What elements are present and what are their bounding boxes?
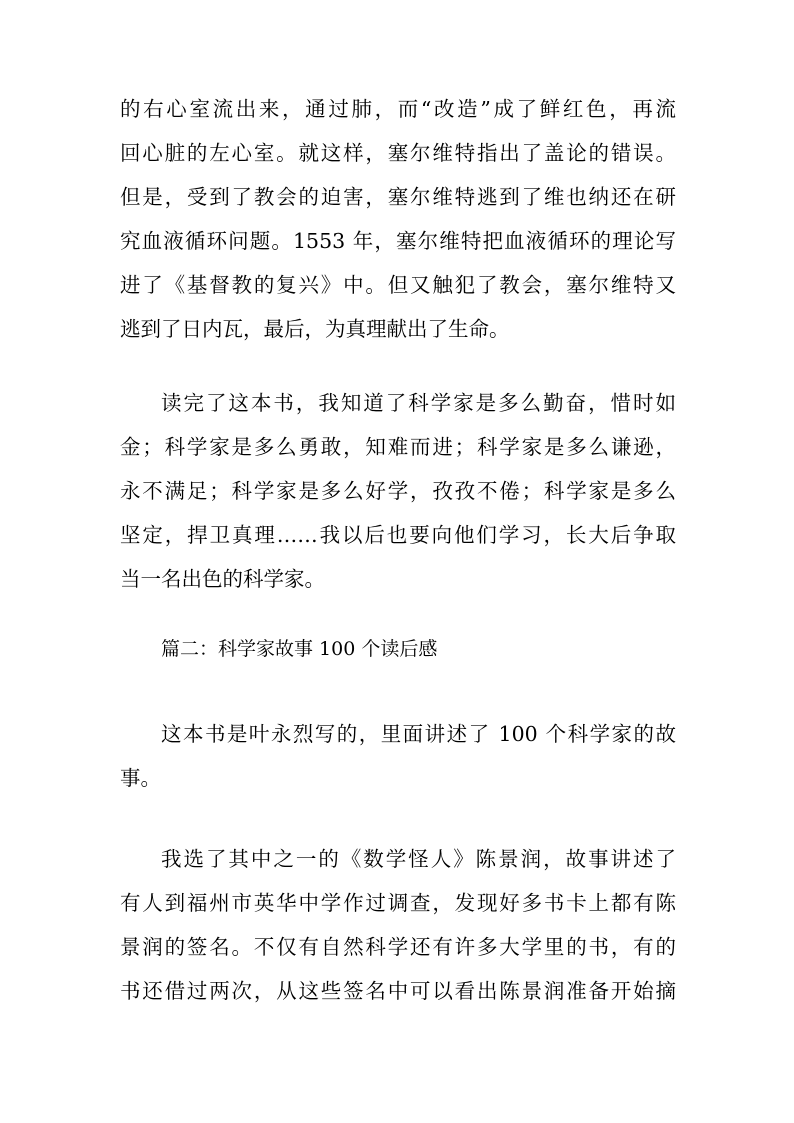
text-line: 有人到福州市英华中学作过调查，发现好多书卡上都有陈 bbox=[120, 891, 676, 915]
text-line: 进了《基督教的复兴》中。但又触犯了教会，塞尔维特又 bbox=[120, 273, 676, 297]
text-line: 当一名出色的科学家。 bbox=[120, 567, 325, 591]
text-line: 但是，受到了教会的迫害，塞尔维特逃到了维也纳还在研 bbox=[120, 185, 676, 209]
text-line: 逃到了日内瓦，最后，为真理献出了生命。 bbox=[120, 317, 510, 341]
text-line: 书还借过两次，从这些签名中可以看出陈景润准备开始摘 bbox=[120, 979, 676, 1003]
text-line: 的右心室流出来，通过肺，而“改造”成了鲜红色，再流 bbox=[120, 97, 676, 121]
section-heading bbox=[120, 627, 676, 671]
text-line: 这本书是叶永烈写的，里面讲述了 100 个科学家的故 bbox=[161, 722, 676, 746]
text-line: 事。 bbox=[120, 766, 161, 790]
paragraph-reflection bbox=[120, 381, 676, 601]
text-line: 永不满足；科学家是多么好学，孜孜不倦；科学家是多么 bbox=[120, 479, 676, 503]
section-title: 篇二：科学家故事 100 个读后感 bbox=[161, 638, 438, 660]
text-line: 我选了其中之一的《数学怪人》陈景润，故事讲述了 bbox=[161, 847, 676, 871]
paragraph-chen-jingrun bbox=[120, 837, 676, 1013]
text-line: 金；科学家是多么勇敢，知难而进；科学家是多么谦逊， bbox=[120, 435, 676, 459]
text-line: 究血液循环问题。1553 年，塞尔维特把血液循环的理论写 bbox=[120, 229, 676, 253]
paragraph-blood-circulation bbox=[120, 87, 676, 351]
text-line: 景润的签名。不仅有自然科学还有许多大学里的书，有的 bbox=[120, 935, 676, 959]
text-line: 回心脏的左心室。就这样，塞尔维特指出了盖论的错误。 bbox=[120, 141, 676, 165]
text-line: 坚定，捍卫真理……我以后也要向他们学习，长大后争取 bbox=[120, 523, 676, 547]
text-line: 读完了这本书，我知道了科学家是多么勤奋，惜时如 bbox=[161, 391, 676, 415]
paragraph-book-intro bbox=[120, 712, 676, 800]
